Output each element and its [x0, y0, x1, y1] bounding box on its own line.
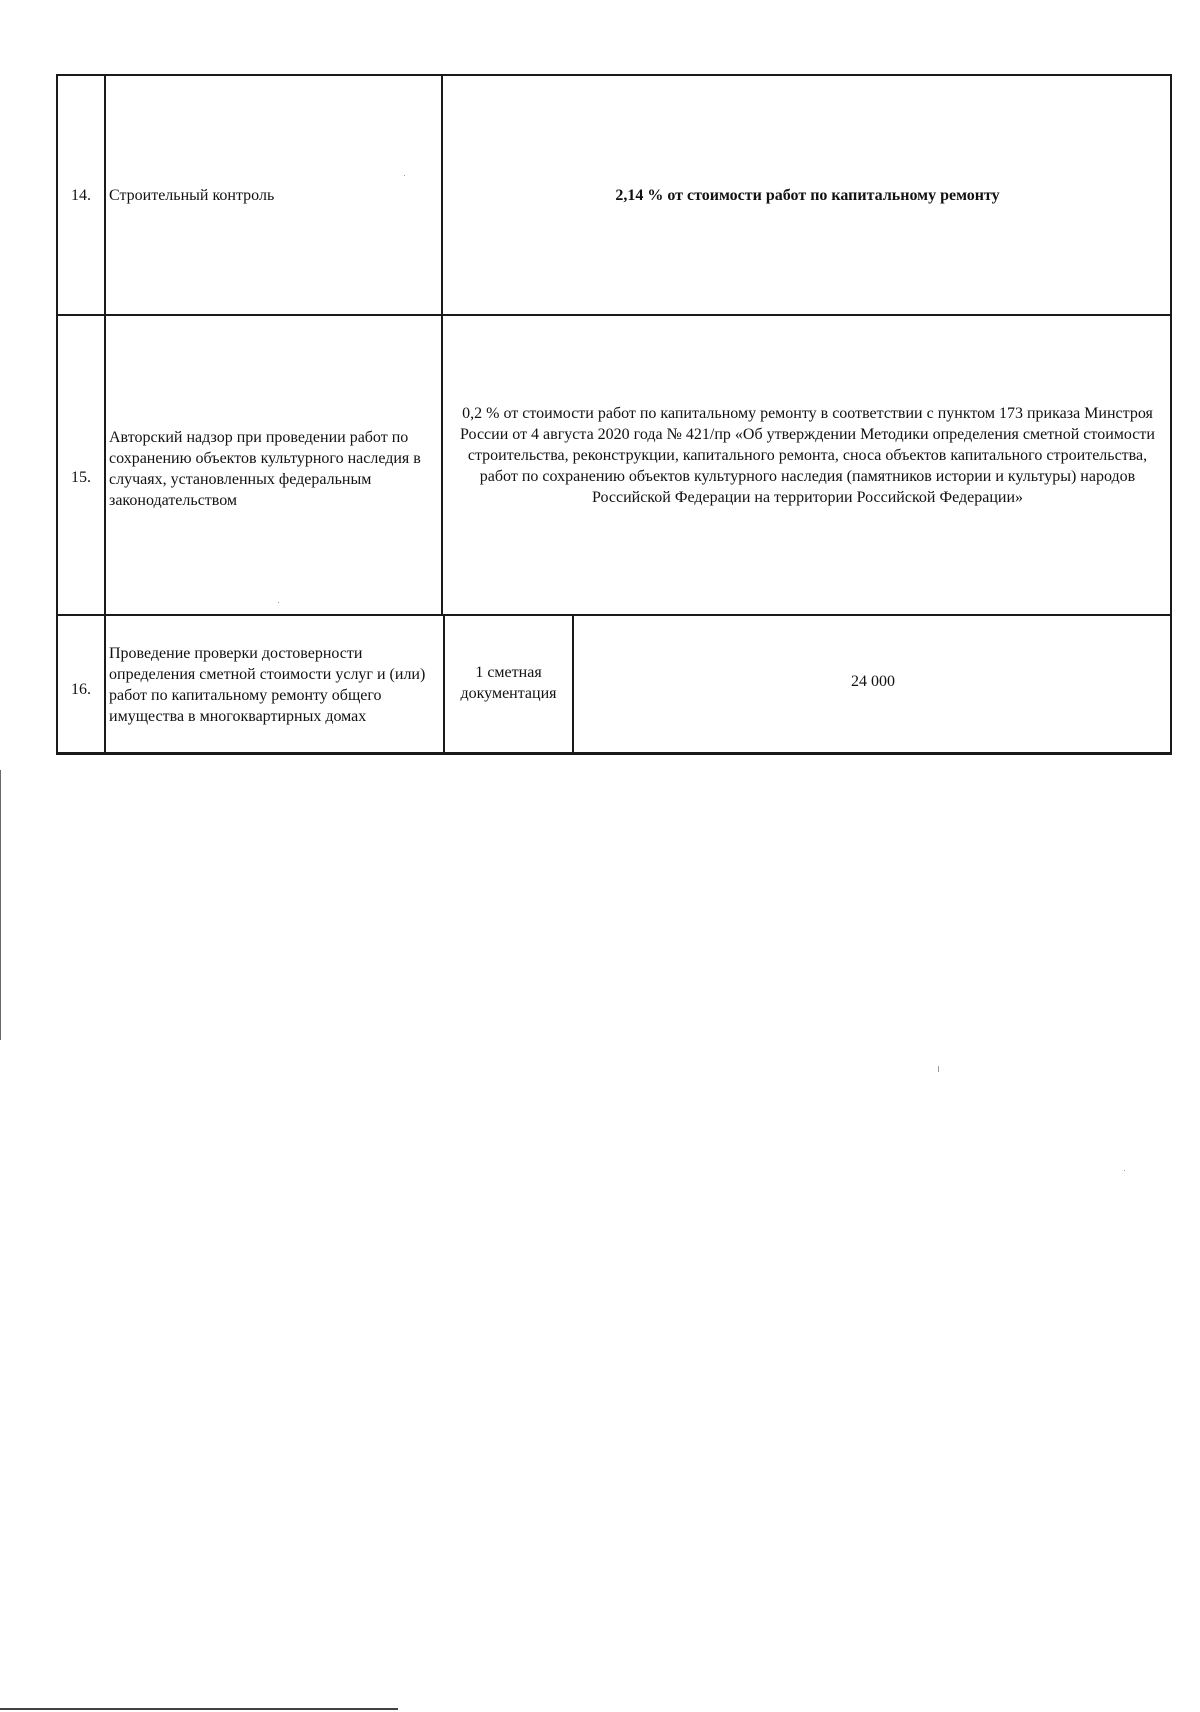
row-unit: 1 сметная документация	[460, 664, 557, 702]
row-name: Строительный контроль	[109, 186, 275, 204]
table-border-bottom	[56, 752, 1172, 755]
scan-speck	[938, 1066, 939, 1072]
row-15-number	[56, 314, 104, 614]
row-16-unit	[443, 614, 572, 754]
row-16-number	[56, 614, 104, 754]
row-number: 15.	[71, 468, 91, 486]
scan-speck	[404, 175, 405, 176]
scan-speck	[278, 602, 279, 603]
row-15-value	[441, 314, 1172, 614]
scan-edge-line	[0, 770, 1, 1040]
row-value: 2,14 % от стоимости работ по капитальному ремонту	[615, 187, 1000, 204]
row-name: Проведение проверки достоверности определения сметной стоимости услуг и (или) работ по капитальному ремонту общего имущества в многоквартирных домах	[109, 645, 426, 725]
row-number: 14.	[71, 186, 91, 204]
row-value: 24 000	[851, 672, 895, 690]
scan-bottom-line	[0, 1708, 398, 1710]
row-name: Авторский надзор при проведении работ по сохранению объектов культурного наследия в случаях, установленных федеральным законодательством	[109, 429, 421, 509]
row-14-value	[441, 74, 1172, 314]
row-number: 16.	[71, 680, 91, 698]
row-16-name	[104, 614, 443, 754]
table-border-right	[1170, 74, 1172, 754]
row-14-number	[56, 74, 104, 314]
row-14-name	[104, 74, 441, 314]
row-15-name	[104, 314, 441, 614]
row-value: 0,2 % от стоимости работ по капитальному ремонту в соответствии с пунктом 173 приказа Минстроя России от 4 августа 2020 года № 421/пр «Об утверждении Методики определения сметной стоимости строительства, реконструкции, капитального ремонта, сноса объектов капитального строительства, работ по сохранению объектов культурного наследия (памятников истории и культуры) народов Российской Федерации на территории Российской Федерации»	[460, 404, 1155, 506]
row-16-value	[572, 614, 1172, 754]
scan-speck	[1124, 1170, 1125, 1171]
